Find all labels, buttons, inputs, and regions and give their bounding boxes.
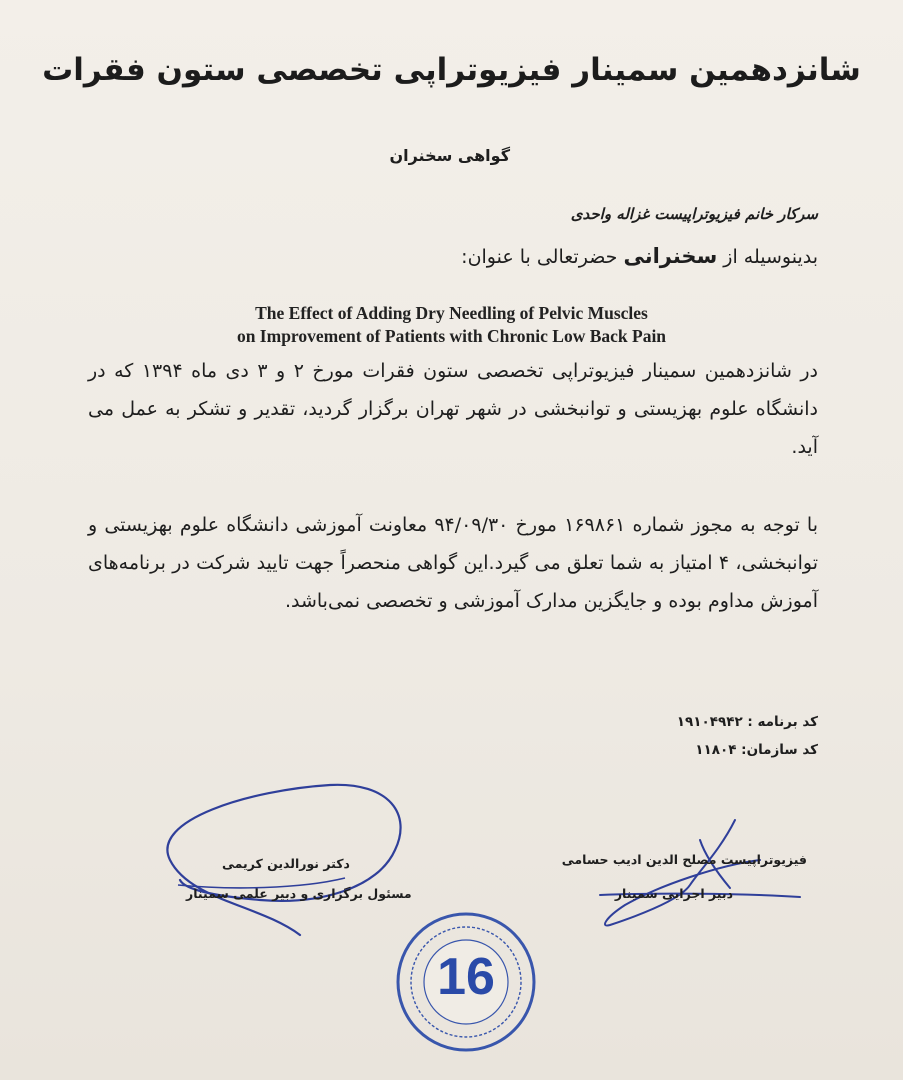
talk-title-line-1: The Effect of Adding Dry Needling of Pelvic Muscles — [255, 303, 648, 323]
right-signature-mark — [600, 820, 800, 926]
certificate-subtitle: گواهی سخنران — [389, 146, 510, 165]
intro-before: بدینوسیله از — [717, 246, 818, 268]
talk-title-line-2: on Improvement of Patients with Chronic Low Back Pain — [236, 326, 667, 346]
right-signer-name: فیزیوتراپیست مصلح الدین ادیب حسامی — [561, 852, 807, 867]
intro-emphasis: سخنرانی — [623, 244, 718, 268]
seminar-title: شانزدهمین سمینار فیزیوتراپی تخصصی ستون فقرات — [42, 52, 861, 88]
organization-code: کد سازمان: ۱۱۸۰۴ — [695, 742, 818, 758]
left-signer-role: مسئول برگزاری و دبیر علمی سمینار — [186, 886, 412, 901]
left-signer-name: دکتر نورالدین کریمی — [222, 856, 350, 871]
credit-paragraph: با توجه به مجوز شماره ۱۶۹۸۶۱ مورخ ۹۴/۰۹/۳۰ معاونت آموزشی دانشگاه علوم بهزیستی و توانبخشی، ۴ امتیاز به شما تعلق می گیرد.این گواهی منحصراً جهت تایید شرکت در برنامه‌های آموزش مداوم بوده و جایگزین مدارک آموزشی و تخصصی نمی‌باشد. — [88, 514, 819, 612]
appreciation-paragraph: در شانزدهمین سمینار فیزیوتراپی تخصصی ستون فقرات مورخ ۲ و ۳ دی ماه ۱۳۹۴ که در دانشگاه علوم بهزیستی و توانبخشی در شهر تهران برگزار گردید، تقدیر و تشکر به عمل می آید. — [88, 360, 818, 458]
intro-after: حضرتعالی با عنوان: — [461, 246, 624, 268]
recipient-name: سرکار خانم فیزیوتراپیست غزاله واحدی — [570, 205, 818, 223]
stamp-number: 16 — [437, 948, 495, 1006]
program-code: کد برنامه : ۱۹۱۰۴۹۴۲ — [676, 714, 818, 730]
right-signer-role: دبیر اجرایی سمینار — [614, 886, 733, 901]
